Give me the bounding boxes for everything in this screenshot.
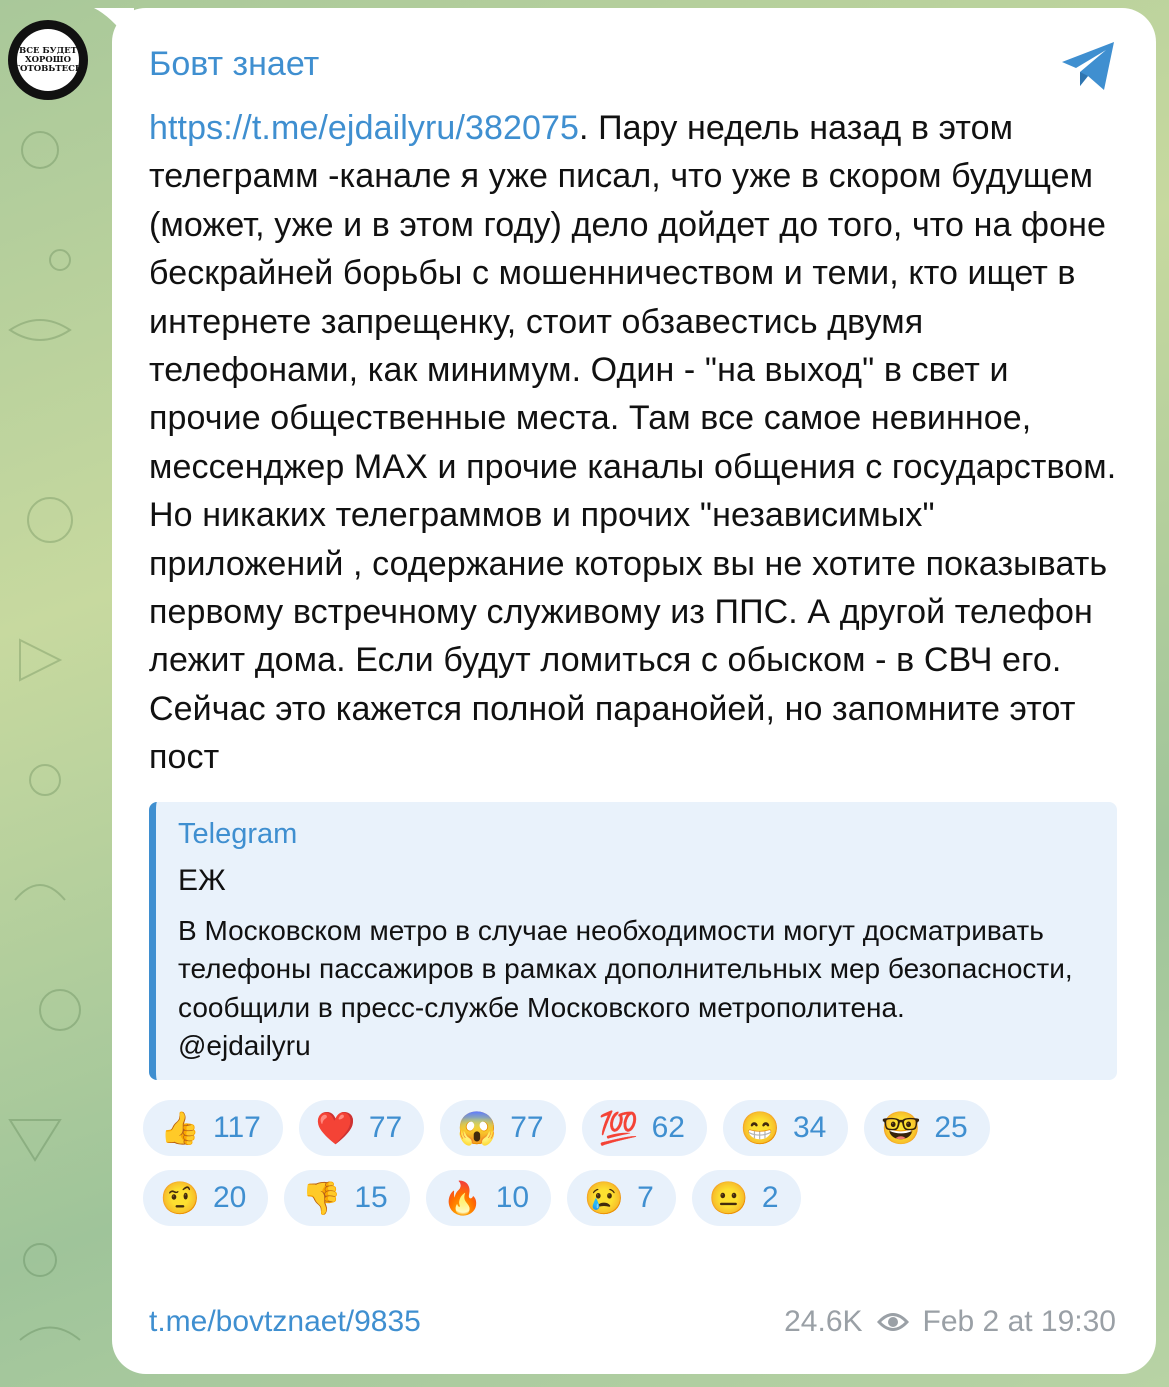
thumbs-down-icon: 👎 [301,1179,342,1216]
reaction-thumbs-down[interactable] [284,1170,409,1226]
reaction-count: 2 [761,1180,779,1214]
reaction-count: 62 [651,1110,685,1144]
preview-title: ЕЖ [178,863,226,897]
heart-icon: ❤️ [315,1109,356,1146]
reactions-bar [143,1100,1123,1226]
preview-body [178,912,1097,1066]
message-bubble [112,8,1156,1374]
nerd-icon: 🤓 [881,1109,922,1146]
timestamp: Feb 2 at 19:30 [922,1305,1116,1338]
neutral-face-icon: 😐 [708,1179,749,1216]
reaction-raised-eyebrow[interactable] [143,1170,268,1226]
preview-text: В Московском метро в случае необходимости могут досматривать телефоны пассажиров в рамках дополнительных мер безопасности, сообщили в пресс-службе Московского метрополитена. [178,914,1073,1023]
reaction-count: 10 [495,1180,530,1214]
reaction-count: 77 [510,1110,544,1144]
message-meta [784,1305,1116,1339]
link-preview[interactable] [149,802,1117,1080]
message-text [149,104,1119,782]
post-link[interactable]: t.me/bovtznaet/9835 [149,1305,421,1338]
reaction-heart[interactable] [299,1100,424,1156]
reaction-count: 77 [368,1110,403,1144]
reaction-grin[interactable] [723,1100,848,1156]
fire-icon: 🔥 [442,1179,483,1216]
hundred-icon: 💯 [598,1109,639,1146]
reaction-count: 117 [213,1110,261,1144]
reaction-count: 7 [637,1180,654,1214]
channel-avatar[interactable] [8,20,88,100]
preview-handle: @ejdailyru [178,1030,311,1062]
view-count: 24.6K [784,1305,863,1338]
telegram-share-icon[interactable] [1058,38,1118,94]
grin-icon: 😁 [740,1109,780,1146]
channel-name[interactable]: Бовт знает [149,45,320,83]
message-link[interactable]: https://t.me/ejdailyru/382075 [149,109,580,147]
reaction-fire[interactable] [426,1170,551,1226]
crying-icon: 😢 [584,1179,625,1216]
reaction-count: 20 [213,1180,247,1214]
message-footer [149,1302,1116,1342]
message-body: . Пару недель назад в этом телеграмм -канале я уже писал, что уже в скором будущем (может, уже и в этом году) дело дойдет до того, что на фоне бескрайней борьбы с мошенничеством и теми, кто ищет в интернете запрещенку, стоит обзавестись двумя телефонами, как минимум. Один - "на выход" в свет и прочие общественные места. Там все самое невинное, мессенджер MAX и прочие каналы общения с государством. Но никаких телеграммов и прочих "независимых" приложений , содержание которых вы не хотите показывать первому встречному служивому из ППС. А другой телефон лежит дома. Если будут ломиться с обыском - в СВЧ его. Сейчас это кажется полной паранойей, но запомните этот пост [149,109,1117,777]
thumbs-up-icon: 👍 [160,1109,200,1146]
reaction-thumbs-up[interactable] [143,1100,283,1156]
reaction-count: 34 [792,1110,827,1144]
reaction-count: 15 [354,1180,388,1214]
reaction-crying[interactable] [567,1170,676,1226]
scream-icon: 😱 [457,1109,498,1146]
reaction-scream[interactable] [440,1100,565,1156]
reaction-count: 25 [934,1110,968,1144]
raised-eyebrow-icon: 🤨 [160,1179,200,1216]
avatar-text: ВСЕ БУДЕТ ХОРОШО ГОТОВЬТЕСЬ [17,29,79,91]
reaction-neutral-face[interactable] [692,1170,801,1226]
reaction-nerd[interactable] [864,1100,989,1156]
reaction-hundred[interactable] [582,1100,707,1156]
preview-source: Telegram [178,817,298,850]
eye-icon [877,1311,909,1333]
